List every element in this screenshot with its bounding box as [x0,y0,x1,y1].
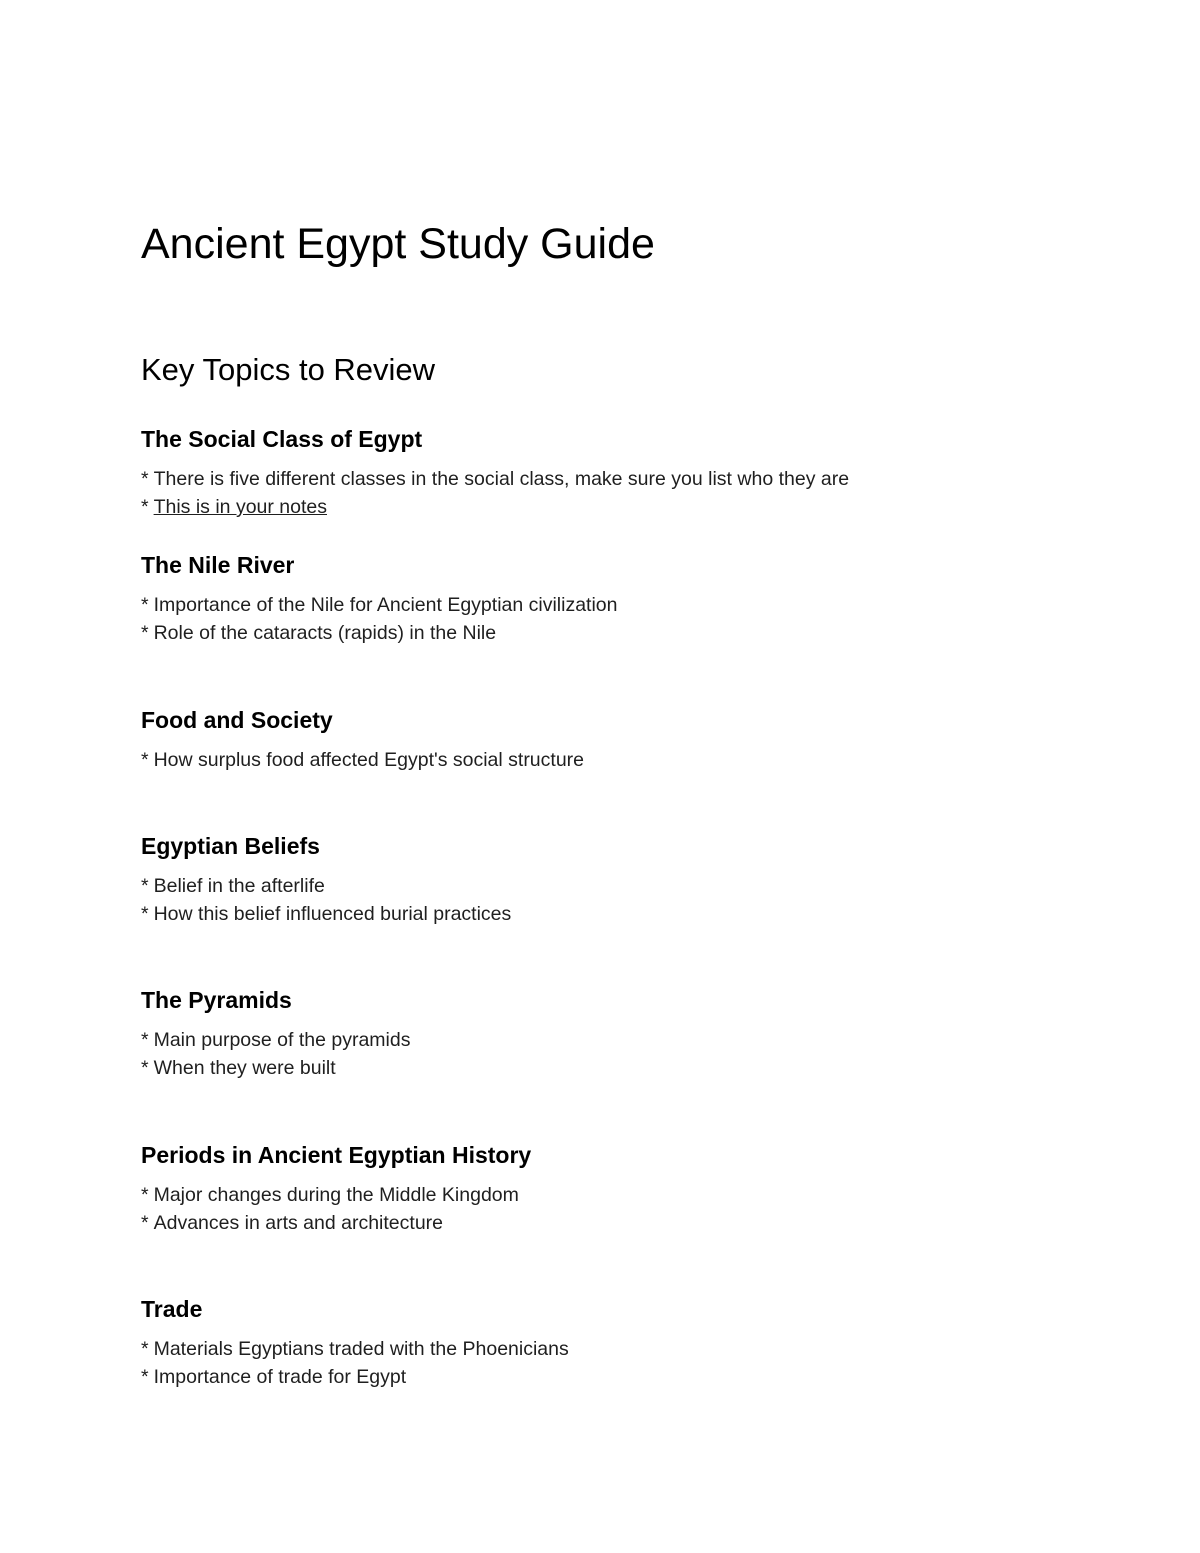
list-item [141,1337,569,1361]
list-item-text: How surplus food affected Egypt's social structure [153,749,585,771]
list-item-text: Main purpose of the pyramids [153,1029,411,1051]
list-item [141,621,496,645]
list-item [141,467,849,491]
section-heading-food-society: Food and Society [141,707,333,733]
list-item [141,1028,410,1052]
bullet-marker: * [141,875,149,897]
list-item-text: Materials Egyptians traded with the Phoenicians [153,1338,569,1360]
bullet-marker: * [141,749,149,771]
list-item-text: When they were built [153,1057,336,1079]
list-item [141,748,584,772]
list-item-text-underlined: This is in your notes [153,496,327,518]
list-item [141,593,618,617]
list-item [141,902,511,926]
list-item [141,1365,406,1389]
bullet-marker: * [141,622,149,644]
list-item [141,874,325,898]
list-item-text: How this belief influenced burial practices [153,903,512,925]
bullet-marker: * [141,903,149,925]
section-heading-trade: Trade [141,1296,203,1322]
list-item-text: Role of the cataracts (rapids) in the Nile [153,622,497,644]
bullet-marker: * [141,1338,149,1360]
bullet-marker: * [141,1057,149,1079]
bullet-marker: * [141,1184,149,1206]
bullet-marker: * [141,594,149,616]
section-heading-nile-river: The Nile River [141,552,295,578]
list-item [141,1056,336,1080]
list-item-text: Importance of the Nile for Ancient Egyptian civilization [153,594,618,616]
bullet-marker: * [141,496,149,518]
list-item-text: Importance of trade for Egypt [153,1366,407,1388]
bullet-marker: * [141,1366,149,1388]
section-heading-social-class: The Social Class of Egypt [141,426,423,452]
section-heading-periods: Periods in Ancient Egyptian History [141,1142,532,1168]
list-item [141,1211,443,1235]
bullet-marker: * [141,468,149,490]
list-item-text: Major changes during the Middle Kingdom [153,1184,519,1206]
section-heading-pyramids: The Pyramids [141,987,292,1013]
bullet-marker: * [141,1212,149,1234]
page-title: Ancient Egypt Study Guide [141,220,655,268]
list-item-text: Advances in arts and architecture [153,1212,443,1234]
bullet-marker: * [141,1029,149,1051]
list-item-text: There is five different classes in the social class, make sure you list who they are [153,468,850,490]
page-subtitle: Key Topics to Review [141,352,436,387]
section-heading-egyptian-beliefs: Egyptian Beliefs [141,833,320,859]
list-item [141,1183,519,1207]
list-item [141,495,327,519]
list-item-text: Belief in the afterlife [153,875,325,897]
